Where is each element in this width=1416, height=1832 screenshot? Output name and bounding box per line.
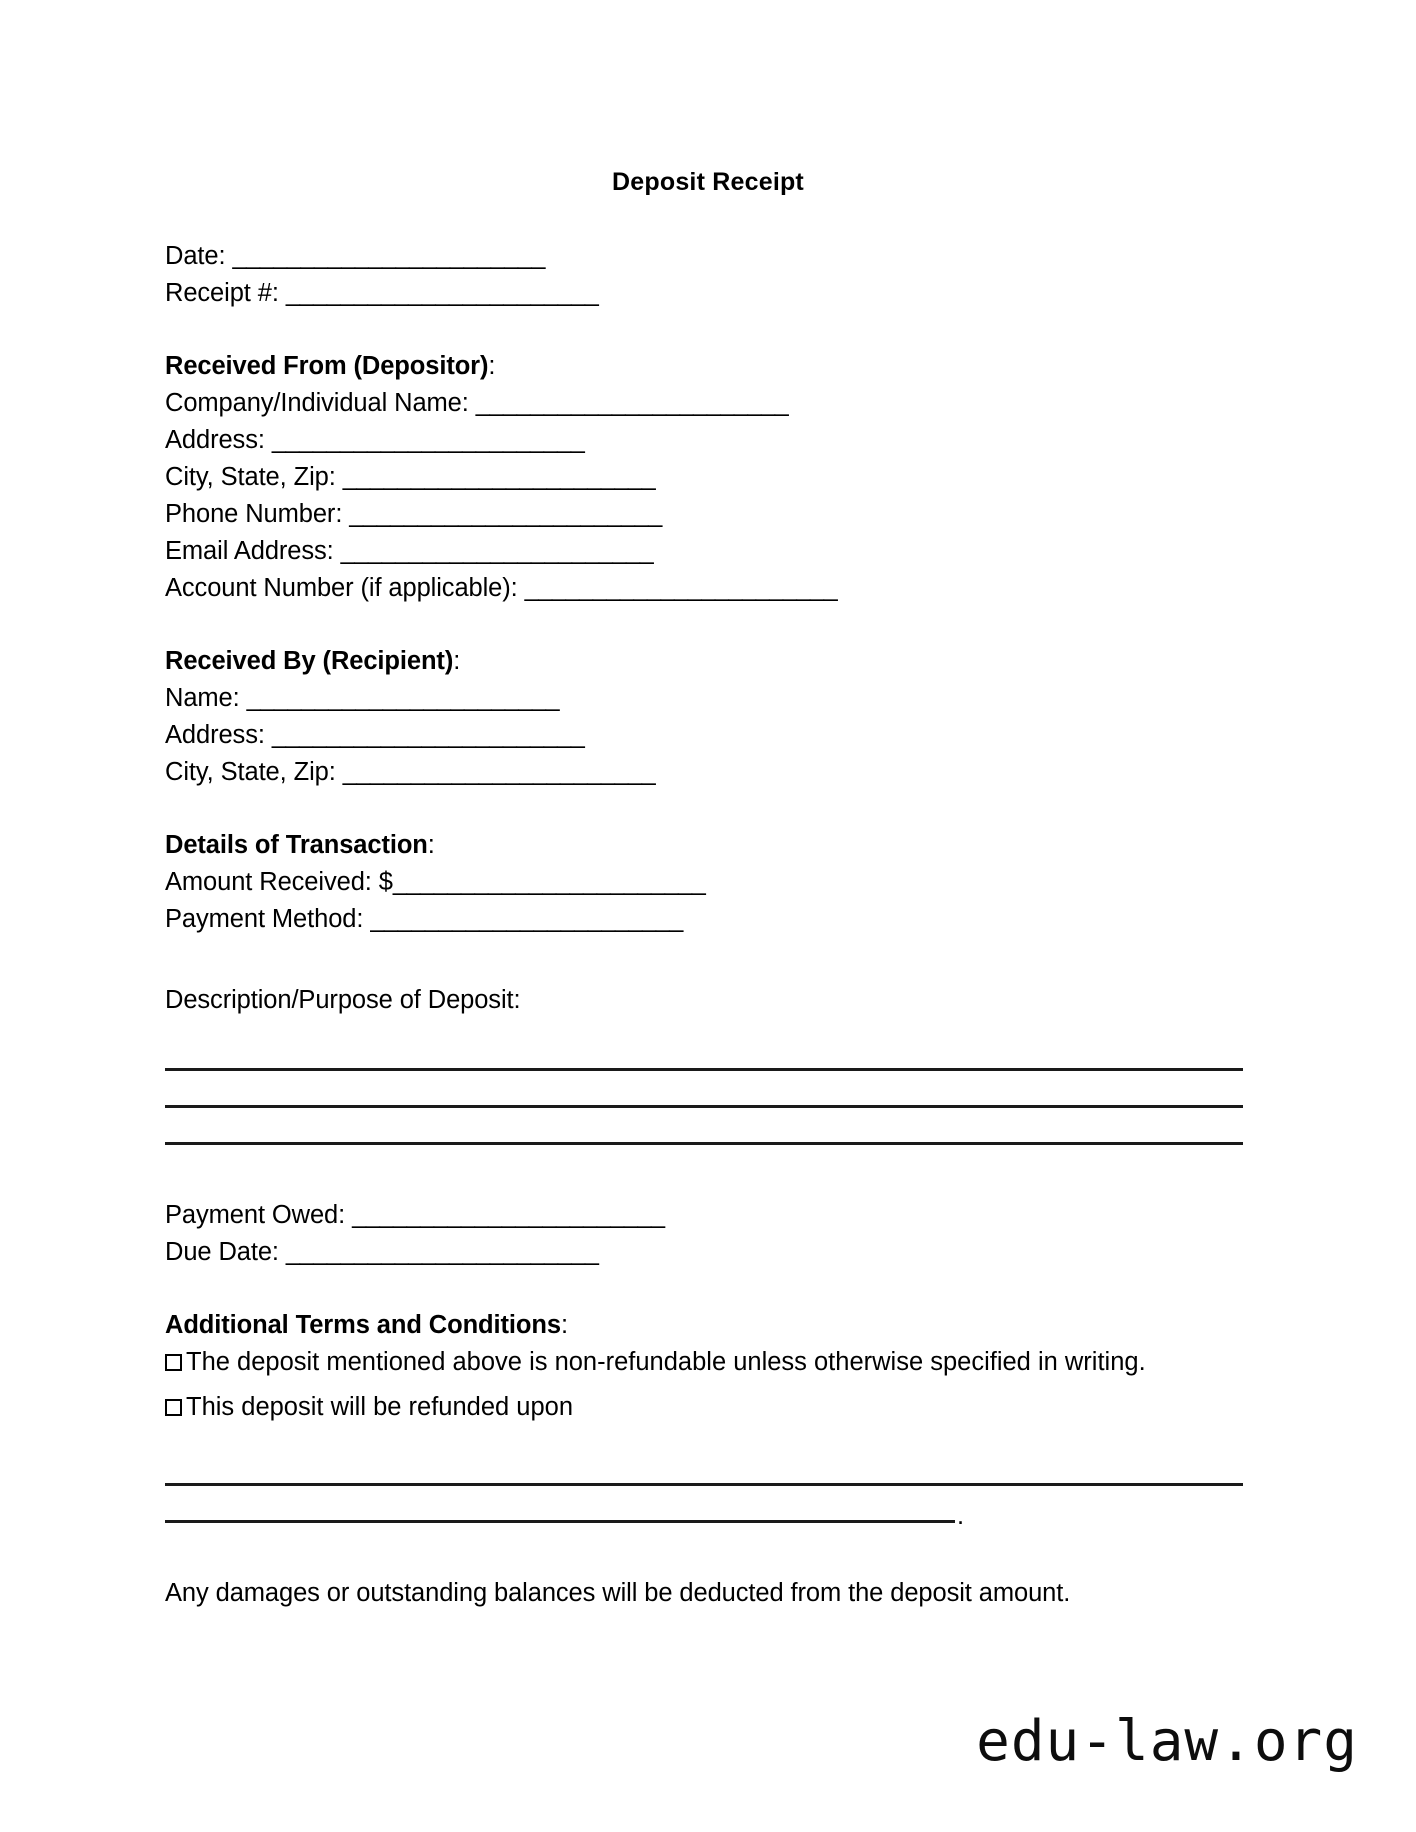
section-heading-recipient-text: Received By (Recipient) xyxy=(165,647,454,675)
field-depositor-company-label: Company/Individual Name: xyxy=(165,389,476,417)
spacer xyxy=(165,607,1275,643)
field-due-date-blank[interactable]: _______________________ xyxy=(285,1238,599,1266)
field-depositor-address-blank[interactable]: _______________________ xyxy=(271,426,585,454)
field-payment-method xyxy=(165,901,1275,938)
spacer xyxy=(165,1531,1275,1575)
field-depositor-account-number xyxy=(165,570,1275,607)
field-date xyxy=(165,238,1275,275)
section-heading-recipient-colon: : xyxy=(453,647,461,675)
terms-write-line-2[interactable] xyxy=(165,1494,1275,1531)
field-amount-received-label: Amount Received: $ xyxy=(165,868,393,896)
section-heading-recipient xyxy=(165,643,1275,680)
section-heading-transaction xyxy=(165,827,1275,864)
field-depositor-company-blank[interactable]: _______________________ xyxy=(475,389,789,417)
spacer xyxy=(165,791,1275,827)
spacer xyxy=(165,1153,1275,1197)
field-description-label: Description/Purpose of Deposit: xyxy=(165,986,521,1014)
field-depositor-address xyxy=(165,422,1275,459)
field-due-date xyxy=(165,1234,1275,1271)
spacer xyxy=(165,1019,1275,1042)
field-amount-received-blank[interactable]: _______________________ xyxy=(392,868,706,896)
field-depositor-phone-label: Phone Number: xyxy=(165,500,350,528)
terms-checkbox-row-refund-condition[interactable] xyxy=(165,1389,1275,1434)
field-recipient-name xyxy=(165,680,1275,717)
rule xyxy=(165,1105,1243,1108)
field-recipient-address-blank[interactable]: _______________________ xyxy=(271,721,585,749)
field-depositor-account-number-label: Account Number (if applicable): xyxy=(165,574,525,602)
field-payment-owed-blank[interactable]: _______________________ xyxy=(352,1201,665,1229)
field-payment-owed-label: Payment Owed: xyxy=(165,1201,353,1229)
field-receipt-number-label: Receipt #: xyxy=(165,279,286,307)
field-payment-method-blank[interactable]: _______________________ xyxy=(370,905,683,933)
section-heading-depositor-colon: : xyxy=(488,352,496,380)
spacer xyxy=(165,938,1275,982)
field-depositor-account-number-blank[interactable]: _______________________ xyxy=(524,574,838,602)
site-brand-watermark: edu-law.org xyxy=(976,1709,1358,1774)
field-date-blank[interactable]: _______________________ xyxy=(232,242,545,270)
section-heading-terms xyxy=(165,1307,1275,1344)
field-depositor-address-label: Address: xyxy=(165,426,272,454)
terms-checkbox-row-nonrefundable[interactable] xyxy=(165,1344,1275,1389)
field-depositor-company xyxy=(165,385,1275,422)
terms-closing-note: Any damages or outstanding balances will be deducted from the deposit amount. xyxy=(165,1579,1071,1607)
rule xyxy=(165,1068,1243,1071)
field-due-date-label: Due Date: xyxy=(165,1238,286,1266)
field-depositor-phone xyxy=(165,496,1275,533)
field-date-label: Date: xyxy=(165,242,233,270)
section-heading-depositor xyxy=(165,348,1275,385)
field-depositor-email xyxy=(165,533,1275,570)
field-recipient-address-label: Address: xyxy=(165,721,272,749)
form-body xyxy=(165,238,1275,1612)
terms-checkbox-label-refund-condition: This deposit will be refunded upon xyxy=(186,1393,573,1421)
section-heading-terms-colon: : xyxy=(560,1311,568,1339)
field-depositor-city-state-zip xyxy=(165,459,1275,496)
field-recipient-city-state-zip-blank[interactable]: _______________________ xyxy=(342,758,656,786)
field-depositor-phone-blank[interactable]: _______________________ xyxy=(349,500,662,528)
section-heading-transaction-text: Details of Transaction xyxy=(165,831,428,859)
field-payment-method-label: Payment Method: xyxy=(165,905,371,933)
rule xyxy=(165,1142,1243,1145)
field-receipt-number-blank[interactable]: _______________________ xyxy=(285,279,599,307)
field-depositor-city-state-zip-blank[interactable]: _______________________ xyxy=(342,463,656,491)
terms-write-line-1[interactable] xyxy=(165,1457,1275,1494)
field-receipt-number xyxy=(165,275,1275,312)
section-heading-terms-text: Additional Terms and Conditions xyxy=(165,1311,561,1339)
field-depositor-email-label: Email Address: xyxy=(165,537,341,565)
spacer xyxy=(165,312,1275,348)
field-recipient-name-label: Name: xyxy=(165,684,247,712)
field-payment-owed xyxy=(165,1197,1275,1234)
field-recipient-name-blank[interactable]: _______________________ xyxy=(246,684,559,712)
rule xyxy=(165,1520,955,1523)
terms-trailing-period: . xyxy=(957,1501,965,1530)
field-amount-received xyxy=(165,864,1275,901)
checkbox-icon[interactable] xyxy=(165,1354,182,1371)
spacer xyxy=(165,1434,1275,1457)
section-heading-depositor-text: Received From (Depositor) xyxy=(165,352,489,380)
checkbox-icon[interactable] xyxy=(165,1399,182,1416)
field-recipient-address xyxy=(165,717,1275,754)
description-write-line-1[interactable] xyxy=(165,1042,1275,1079)
field-depositor-email-blank[interactable]: _______________________ xyxy=(340,537,654,565)
field-recipient-city-state-zip-label: City, State, Zip: xyxy=(165,758,343,786)
rule xyxy=(165,1483,1243,1486)
spacer xyxy=(165,1271,1275,1307)
field-recipient-city-state-zip xyxy=(165,754,1275,791)
terms-checkbox-label-nonrefundable: The deposit mentioned above is non-refundable unless otherwise specified in writing. xyxy=(186,1348,1146,1376)
field-depositor-city-state-zip-label: City, State, Zip: xyxy=(165,463,343,491)
page-title: Deposit Receipt xyxy=(612,168,804,196)
description-write-line-3[interactable] xyxy=(165,1116,1275,1153)
section-heading-transaction-colon: : xyxy=(427,831,435,859)
description-write-line-2[interactable] xyxy=(165,1079,1275,1116)
